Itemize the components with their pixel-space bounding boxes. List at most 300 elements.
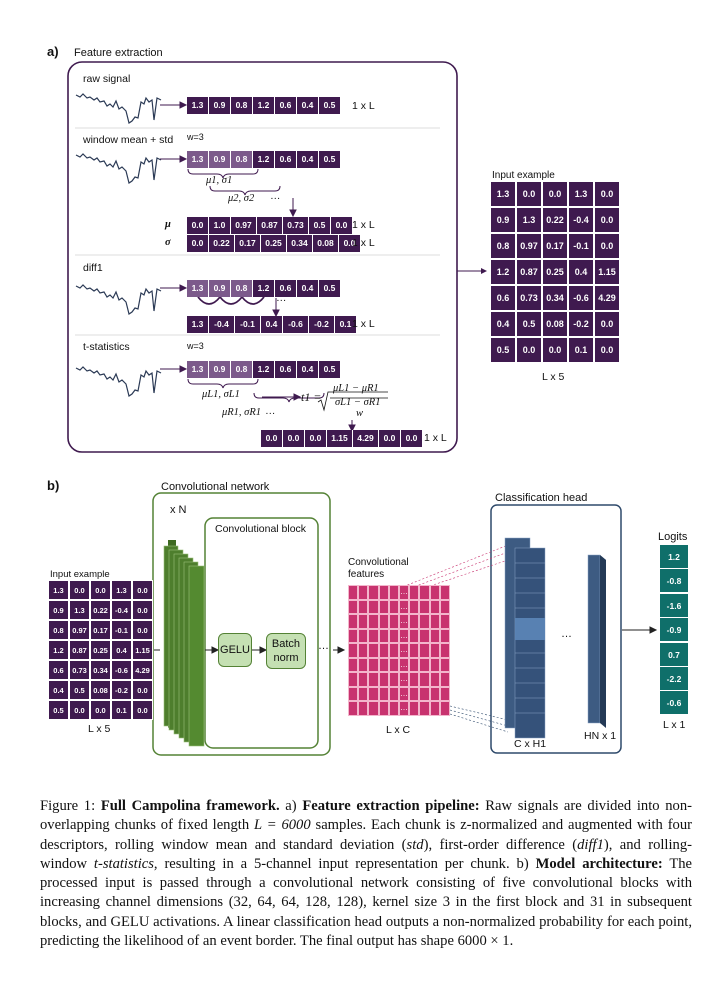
sequence-cell: 1.2 (253, 361, 275, 378)
sequence-cell: 0.08 (313, 235, 339, 252)
sigma-sequence (187, 235, 361, 252)
sequence-cell: 0.22 (209, 235, 235, 252)
grid-cell: 0.8 (490, 233, 516, 259)
caption-a-text4: ), and rolling-window (40, 836, 692, 872)
grid-cell: 4.29 (594, 285, 620, 311)
head-column-1 (505, 538, 545, 738)
caption-b-text1: The processed input is passed through a convolutional network consisting of five convolutional blocks with increasing channel dimensions (32, 64, 64, 128, 128), kernel size 3 in the first block and 31 in subsequent blocks, and GELU activations. A linear classification head outputs a non-normalized probability for each point, predicting the likelihood of an event border. The final output has shape (40, 855, 693, 950)
class-head-title: Classification head (495, 492, 588, 504)
feature-cell (440, 614, 450, 629)
caption-std: std (406, 836, 424, 853)
window-mu2: μ2, σ2 (228, 193, 255, 204)
feature-cell (348, 614, 358, 629)
grid-cell: -0.4 (568, 207, 594, 233)
feature-cell (440, 629, 450, 644)
grid-cell: 0.25 (90, 640, 111, 660)
sequence-cell: 0.0 (187, 235, 209, 252)
grid-cell: 0.0 (132, 700, 153, 720)
grid-cell: 0.97 (69, 620, 90, 640)
diff-dim: 1 x L (352, 318, 375, 330)
caption-a-text1: Raw signals are divided into non-overlapping chunks of fixed length (40, 798, 693, 834)
sequence-cell: 1.3 (187, 316, 209, 333)
feature-cell (379, 585, 389, 600)
feature-cell (348, 585, 358, 600)
raw-signal-sequence (187, 97, 341, 114)
feature-cell (409, 701, 419, 716)
input-example-a-title: Input example (492, 170, 555, 181)
panel-b-letter: b) (47, 478, 60, 493)
sequence-cell: 1.3 (187, 280, 209, 297)
feature-cell (419, 672, 429, 687)
sequence-cell: 1.2 (253, 97, 275, 114)
grid-cell: 0.97 (516, 233, 542, 259)
sequence-cell: 0.25 (261, 235, 287, 252)
grid-cell: 0.5 (516, 311, 542, 337)
feature-cell (389, 687, 399, 702)
feature-cell (358, 658, 368, 673)
feature-cell: … (399, 672, 409, 687)
caption-title: Full Campolina framework. (100, 798, 280, 814)
caption-diff1: diff1 (577, 836, 604, 853)
sequence-cell: 0.8 (231, 151, 253, 168)
feature-cell: … (399, 687, 409, 702)
grid-cell: 1.15 (594, 259, 620, 285)
caption-a-text5: , resulting in a 5-channel input representation per chunk. (153, 855, 510, 872)
grid-cell: 0.0 (516, 181, 542, 207)
grid-cell: 0.0 (594, 181, 620, 207)
grid-cell: 0.17 (90, 620, 111, 640)
grid-cell: -0.6 (568, 285, 594, 311)
conv-block-title: Convolutional block (215, 523, 307, 535)
grid-cell: 0.6 (490, 285, 516, 311)
grid-cell: -0.1 (111, 620, 132, 640)
diff-sequence (187, 280, 341, 297)
conv-features-dim: L x C (386, 724, 411, 736)
conv-features-title: Convolutional features (348, 557, 409, 580)
grid-cell: 1.2 (48, 640, 69, 660)
sequence-cell: 0.6 (275, 280, 297, 297)
grid-cell: 0.4 (490, 311, 516, 337)
feature-cell (379, 701, 389, 716)
logit-cell: 0.7 (660, 643, 688, 667)
feature-cell (368, 701, 378, 716)
sigma-symbol: σ (165, 237, 171, 248)
feature-cell (368, 672, 378, 687)
sequence-cell: 0.0 (379, 430, 401, 447)
feature-cell (419, 658, 429, 673)
feature-cell (358, 614, 368, 629)
sequence-cell: 0.4 (297, 97, 319, 114)
grid-cell: 0.9 (48, 600, 69, 620)
formula-lhs: t1 = (301, 390, 322, 404)
head-dim1: C x H1 (514, 738, 547, 750)
sequence-cell: 0.9 (209, 361, 231, 378)
tstat-muL: μL1, σL1 (202, 389, 240, 400)
input-example-b-dim: L x 5 (88, 723, 111, 735)
sequence-cell: 0.4 (297, 151, 319, 168)
feature-cell (409, 629, 419, 644)
feature-cell (409, 600, 419, 615)
feature-cell (389, 643, 399, 658)
feature-cell (440, 658, 450, 673)
grid-cell: 0.0 (132, 680, 153, 700)
feature-cell (358, 585, 368, 600)
sequence-cell: 4.29 (353, 430, 379, 447)
conv-features-grid (348, 585, 450, 716)
feature-cell (430, 658, 440, 673)
feature-cell: … (399, 643, 409, 658)
feature-cell (419, 629, 429, 644)
sequence-cell: 1.2 (253, 280, 275, 297)
grid-cell: 0.0 (69, 700, 90, 720)
sigma-dim: 1 x L (352, 237, 375, 249)
feature-cell: … (399, 614, 409, 629)
grid-cell: -0.6 (111, 660, 132, 680)
sequence-cell: 1.3 (187, 361, 209, 378)
grid-cell: 0.0 (516, 337, 542, 363)
feature-cell (368, 600, 378, 615)
caption-a-text3: ), first-order difference ( (423, 836, 578, 853)
grid-cell: -0.2 (111, 680, 132, 700)
feature-cell (389, 701, 399, 716)
grid-cell: -0.1 (568, 233, 594, 259)
grid-cell: 0.0 (594, 337, 620, 363)
caption-a-title: Feature extraction pipeline: (302, 798, 480, 814)
feature-cell (409, 614, 419, 629)
grid-cell: 0.0 (542, 337, 568, 363)
grid-cell: 0.0 (542, 181, 568, 207)
feature-cell (389, 658, 399, 673)
figure-caption (40, 797, 692, 951)
sequence-cell: 0.9 (209, 97, 231, 114)
feature-cell (440, 585, 450, 600)
grid-cell: 0.08 (90, 680, 111, 700)
input-example-b-grid (48, 580, 153, 720)
feature-cell: … (399, 658, 409, 673)
conv-dots: … (318, 640, 329, 652)
feature-cell (440, 687, 450, 702)
sequence-cell: 0.73 (283, 217, 309, 234)
formula-num: μL1 − μR1 (333, 383, 379, 394)
feature-cell (348, 658, 358, 673)
window-label: window mean + std (83, 134, 174, 146)
feature-cell (440, 701, 450, 716)
grid-cell: 0.17 (542, 233, 568, 259)
feature-cell (348, 701, 358, 716)
sequence-cell: 0.8 (231, 361, 253, 378)
grid-cell: -0.2 (568, 311, 594, 337)
feature-cell (409, 658, 419, 673)
feature-cell (389, 585, 399, 600)
tstat-label: t-statistics (83, 341, 130, 353)
feature-cell (430, 600, 440, 615)
grid-cell: 0.4 (48, 680, 69, 700)
feature-cell (430, 629, 440, 644)
grid-cell: 1.3 (69, 600, 90, 620)
batch-norm-block (266, 633, 306, 669)
logit-cell: -0.9 (660, 618, 688, 642)
feature-cell (430, 585, 440, 600)
feature-cell (368, 629, 378, 644)
gelu-block: GELU (218, 633, 252, 667)
sequence-cell: 0.5 (309, 217, 331, 234)
feature-cell (358, 687, 368, 702)
caption-a-eq: L = 6000 (254, 817, 311, 834)
feature-cell (440, 672, 450, 687)
feature-cell (419, 687, 429, 702)
feature-cell (389, 672, 399, 687)
feature-cell (430, 701, 440, 716)
grid-cell: 0.22 (90, 600, 111, 620)
tstat-sequence (187, 361, 341, 378)
sequence-cell: 0.5 (319, 97, 341, 114)
caption-b-title: Model architecture: (535, 855, 663, 872)
feature-cell (379, 629, 389, 644)
feature-cell (430, 614, 440, 629)
grid-cell: 0.0 (594, 311, 620, 337)
sequence-cell: 0.0 (261, 430, 283, 447)
feature-cell (379, 687, 389, 702)
feature-cell: … (399, 600, 409, 615)
head-dots: … (561, 628, 572, 640)
feature-cell (389, 600, 399, 615)
input-example-a-grid (490, 181, 620, 363)
diff-out-sequence (187, 316, 357, 333)
grid-cell: 1.2 (490, 259, 516, 285)
caption-b-eq: 6000 × 1. (457, 933, 514, 950)
sequence-cell: 0.0 (401, 430, 423, 447)
grid-cell: 0.6 (48, 660, 69, 680)
grid-cell: 0.0 (90, 580, 111, 600)
grid-cell: 0.4 (568, 259, 594, 285)
sequence-cell: 0.0 (305, 430, 327, 447)
tstat-muR: μR1, σR1 (222, 407, 262, 418)
feature-cell (379, 600, 389, 615)
sequence-cell: 0.1 (335, 316, 357, 333)
grid-cell: 0.0 (132, 580, 153, 600)
feature-cell (379, 672, 389, 687)
grid-cell: 0.8 (48, 620, 69, 640)
logits-dim: L x 1 (663, 719, 686, 731)
logit-cell: -2.2 (660, 667, 688, 691)
grid-cell: 0.0 (132, 620, 153, 640)
grid-cell: 0.5 (69, 680, 90, 700)
sequence-cell: 0.0 (339, 235, 361, 252)
grid-cell: 1.3 (568, 181, 594, 207)
logit-cell: -0.6 (660, 691, 688, 715)
sequence-cell: 0.6 (275, 361, 297, 378)
tstat-signal-trace (76, 367, 161, 396)
sequence-cell: 1.15 (327, 430, 353, 447)
tstat-w: w=3 (187, 341, 204, 351)
feature-cell (379, 614, 389, 629)
sequence-cell: 0.5 (319, 280, 341, 297)
feature-cell: … (399, 629, 409, 644)
batch-norm-line2: norm (273, 652, 299, 664)
grid-cell: 0.87 (516, 259, 542, 285)
sequence-cell: 0.87 (257, 217, 283, 234)
feature-cell (409, 643, 419, 658)
grid-cell: 0.08 (542, 311, 568, 337)
grid-cell: 0.34 (542, 285, 568, 311)
caption-b-label: b) (516, 855, 529, 872)
sequence-cell: 0.9 (209, 280, 231, 297)
logit-cell: 1.2 (660, 545, 688, 569)
panel-a-title: Feature extraction (74, 47, 163, 59)
grid-cell: 1.3 (48, 580, 69, 600)
tstat-dots: … (265, 405, 276, 417)
feature-cell (419, 701, 429, 716)
feature-cell (358, 672, 368, 687)
feature-cell (430, 672, 440, 687)
feature-cell (419, 585, 429, 600)
grid-cell: 0.1 (568, 337, 594, 363)
feature-cell (348, 600, 358, 615)
caption-a-text2: samples. Each chunk is z-normalized and augmented with four descriptors, rolling window mean and standard deviation ( (40, 817, 693, 853)
sequence-cell: 0.5 (319, 361, 341, 378)
grid-cell: 1.3 (111, 580, 132, 600)
feature-cell: … (399, 585, 409, 600)
grid-cell: 0.73 (516, 285, 542, 311)
feature-cell (348, 643, 358, 658)
panel-a-frame (68, 62, 457, 452)
xN-label: x N (170, 504, 187, 516)
grid-cell: 0.34 (90, 660, 111, 680)
sequence-cell: 0.6 (275, 151, 297, 168)
grid-cell: 0.4 (111, 640, 132, 660)
feature-cell (368, 614, 378, 629)
grid-cell: 1.15 (132, 640, 153, 660)
logit-cell: -0.8 (660, 569, 688, 593)
conv-layer-stack (164, 540, 204, 746)
window-mu1: μ1, σ1 (206, 175, 233, 186)
feature-cell (440, 600, 450, 615)
feature-cell (419, 643, 429, 658)
logit-cell: -1.6 (660, 594, 688, 618)
sequence-cell: 0.8 (231, 97, 253, 114)
tstat-out-sequence (261, 430, 423, 447)
batch-norm-line1: Batch (271, 638, 301, 650)
panel-a-letter: a) (47, 44, 59, 59)
sequence-cell: 0.34 (287, 235, 313, 252)
feature-cell (368, 643, 378, 658)
window-sequence (187, 151, 341, 168)
caption-a-label: a) (285, 798, 297, 814)
sequence-cell: 0.0 (283, 430, 305, 447)
raw-signal-label: raw signal (83, 73, 131, 85)
window-w: w=3 (187, 132, 204, 142)
sequence-cell: -0.2 (309, 316, 335, 333)
diff-dots: … (276, 292, 287, 304)
grid-cell: 0.0 (594, 233, 620, 259)
grid-cell: 0.0 (132, 600, 153, 620)
grid-cell: 1.3 (516, 207, 542, 233)
input-example-a-dim: L x 5 (542, 371, 565, 383)
sequence-cell: -0.4 (209, 316, 235, 333)
feature-cell (379, 643, 389, 658)
grid-cell: 0.0 (594, 207, 620, 233)
head-column-2 (588, 555, 606, 728)
sequence-cell: 0.4 (297, 280, 319, 297)
mu-dim: 1 x L (352, 219, 375, 231)
feature-cell (348, 687, 358, 702)
grid-cell: 1.3 (490, 181, 516, 207)
grid-cell: 0.73 (69, 660, 90, 680)
feature-cell (409, 687, 419, 702)
grid-cell: 0.87 (69, 640, 90, 660)
grid-cell: 0.5 (490, 337, 516, 363)
sequence-cell: 0.6 (275, 97, 297, 114)
feature-cell (358, 643, 368, 658)
sequence-cell: 0.8 (231, 280, 253, 297)
grid-cell: 0.22 (542, 207, 568, 233)
feature-cell (368, 658, 378, 673)
mu-symbol: μ (165, 219, 171, 230)
caption-fig: Figure 1: (40, 798, 96, 814)
sequence-cell: 1.2 (253, 151, 275, 168)
sequence-cell: 0.0 (187, 217, 209, 234)
grid-cell: -0.4 (111, 600, 132, 620)
feature-cell (430, 687, 440, 702)
input-example-b-title: Input example (50, 569, 110, 580)
formula-w: w (356, 408, 364, 419)
conv-network-title: Convolutional network (161, 481, 270, 493)
sequence-cell: -0.6 (283, 316, 309, 333)
grid-cell: 0.0 (90, 700, 111, 720)
window-signal-trace (76, 154, 161, 183)
raw-signal-trace (76, 94, 161, 123)
feature-cell (348, 629, 358, 644)
feature-cell (368, 585, 378, 600)
feature-cell (379, 658, 389, 673)
tstat-dim: 1 x L (424, 432, 447, 444)
feature-cell (358, 629, 368, 644)
feature-cell (389, 629, 399, 644)
feature-cell (409, 672, 419, 687)
formula-den: σL1 − σR1 (335, 397, 381, 408)
grid-cell: 4.29 (132, 660, 153, 680)
sequence-cell: 0.97 (231, 217, 257, 234)
feature-cell (440, 643, 450, 658)
sequence-cell: 1.0 (209, 217, 231, 234)
grid-cell: 0.5 (48, 700, 69, 720)
sequence-cell: 0.17 (235, 235, 261, 252)
raw-signal-dim: 1 x L (352, 100, 375, 112)
sequence-cell: 0.9 (209, 151, 231, 168)
grid-cell: 0.0 (69, 580, 90, 600)
feature-cell (430, 643, 440, 658)
grid-cell: 0.9 (490, 207, 516, 233)
caption-tstat: t-statistics (93, 855, 154, 872)
sequence-cell: 0.5 (319, 151, 341, 168)
window-dots: … (270, 190, 281, 202)
head-dim2: HN x 1 (584, 730, 617, 742)
feature-cell (358, 600, 368, 615)
logits-title: Logits (658, 531, 688, 543)
feature-cell (348, 672, 358, 687)
sequence-cell: 0.0 (331, 217, 353, 234)
sequence-cell: 1.3 (187, 151, 209, 168)
mu-sequence (187, 217, 353, 234)
feature-cell (419, 600, 429, 615)
feature-cell (389, 614, 399, 629)
grid-cell: 0.1 (111, 700, 132, 720)
sequence-cell: 1.3 (187, 97, 209, 114)
sequence-cell: -0.1 (235, 316, 261, 333)
grid-cell: 0.25 (542, 259, 568, 285)
feature-cell (419, 614, 429, 629)
sequence-cell: 0.4 (261, 316, 283, 333)
